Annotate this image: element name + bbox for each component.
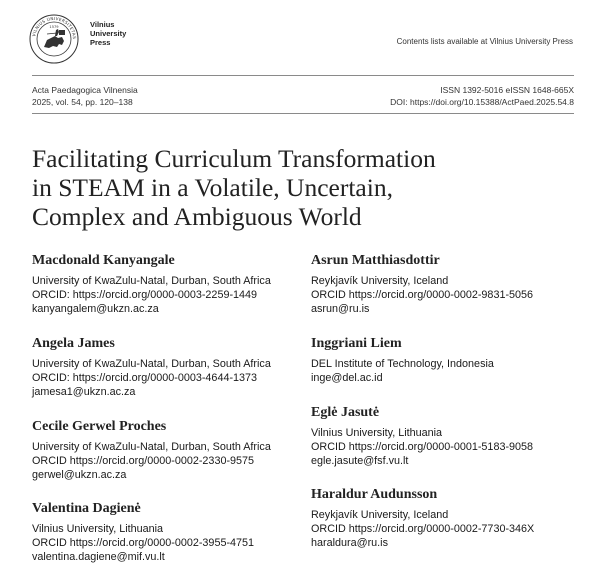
- author-affiliation: DEL Institute of Technology, Indonesia: [311, 358, 494, 370]
- journal-doi[interactable]: DOI: https://doi.org/10.15388/ActPaed.2025.54.8: [390, 97, 574, 107]
- author-orcid[interactable]: ORCID: https://orcid.org/0000-0003-4644-1373: [32, 372, 258, 384]
- author-block: [311, 486, 591, 550]
- author-orcid[interactable]: ORCID https://orcid.org/0000-0002-9831-5056: [311, 289, 534, 301]
- author-email[interactable]: inge@del.ac.id: [311, 372, 383, 384]
- article-title: [32, 144, 572, 231]
- author-orcid[interactable]: ORCID https://orcid.org/0000-0001-5183-9058: [311, 441, 534, 453]
- author-email[interactable]: valentina.dagiene@mif.vu.lt: [32, 551, 165, 563]
- press-logo-line: University: [90, 29, 127, 38]
- author-orcid[interactable]: ORCID https://orcid.org/0000-0002-3955-4751: [32, 537, 255, 549]
- press-logo-line: Vilnius: [90, 20, 115, 29]
- meta-divider: [32, 113, 574, 114]
- title-line: in STEAM in a Volatile, Uncertain,: [32, 173, 393, 202]
- press-logo-line: Press: [90, 38, 111, 47]
- university-seal-icon: [29, 14, 79, 64]
- author-name: Haraldur Audunsson: [311, 487, 438, 502]
- author-block: [311, 335, 591, 385]
- author-orcid[interactable]: ORCID https://orcid.org/0000-0002-7730-346X: [311, 523, 535, 535]
- author-block: [32, 252, 312, 316]
- svg-text:1579: 1579: [49, 25, 59, 29]
- author-affiliation: University of KwaZulu-Natal, Durban, South Africa: [32, 358, 271, 370]
- author-block: [32, 418, 312, 482]
- author-affiliation: Vilnius University, Lithuania: [32, 523, 164, 535]
- author-email[interactable]: asrun@ru.is: [311, 303, 370, 315]
- author-affiliation: Reykjavík University, Iceland: [311, 509, 449, 521]
- title-line: Complex and Ambiguous World: [32, 202, 362, 231]
- author-email[interactable]: haraldura@ru.is: [311, 537, 388, 549]
- author-name: Valentina Dagienė: [32, 501, 141, 516]
- contents-note: Contents lists available at Vilnius University Press: [396, 37, 573, 46]
- author-name: Cecile Gerwel Proches: [32, 419, 167, 434]
- author-name: Macdonald Kanyangale: [32, 253, 175, 268]
- author-block: [32, 500, 312, 564]
- author-affiliation: Vilnius University, Lithuania: [311, 427, 443, 439]
- author-affiliation: University of KwaZulu-Natal, Durban, South Africa: [32, 441, 271, 453]
- author-affiliation: University of KwaZulu-Natal, Durban, South Africa: [32, 275, 271, 287]
- author-orcid[interactable]: ORCID: https://orcid.org/0000-0003-2259-1449: [32, 289, 258, 301]
- author-block: [32, 335, 312, 399]
- author-block: [311, 252, 591, 316]
- author-email[interactable]: gerwel@ukzn.ac.za: [32, 469, 127, 481]
- title-line: Facilitating Curriculum Transformation: [32, 144, 436, 173]
- press-logo: [90, 20, 126, 47]
- svg-text:VILNIUS UNIVERSITETAS: VILNIUS UNIVERSITETAS: [31, 15, 78, 40]
- author-email[interactable]: jamesa1@ukzn.ac.za: [32, 386, 136, 398]
- journal-volume: 2025, vol. 54, pp. 120–138: [32, 97, 133, 107]
- journal-name: Acta Paedagogica Vilnensia: [32, 85, 138, 95]
- header-divider: [32, 75, 574, 76]
- author-name: Asrun Matthiasdottir: [311, 253, 440, 268]
- author-orcid[interactable]: ORCID https://orcid.org/0000-0002-2330-9575: [32, 455, 255, 467]
- author-name: Eglė Jasutė: [311, 405, 380, 420]
- journal-identifiers: [390, 84, 574, 108]
- author-email[interactable]: kanyangalem@ukzn.ac.za: [32, 303, 159, 315]
- author-email[interactable]: egle.jasute@fsf.vu.lt: [311, 455, 409, 467]
- author-name: Inggriani Liem: [311, 336, 402, 351]
- journal-issn: ISSN 1392-5016 eISSN 1648-665X: [440, 85, 574, 95]
- author-name: Angela James: [32, 336, 115, 351]
- author-block: [311, 404, 591, 468]
- journal-info: [32, 84, 138, 108]
- author-affiliation: Reykjavík University, Iceland: [311, 275, 449, 287]
